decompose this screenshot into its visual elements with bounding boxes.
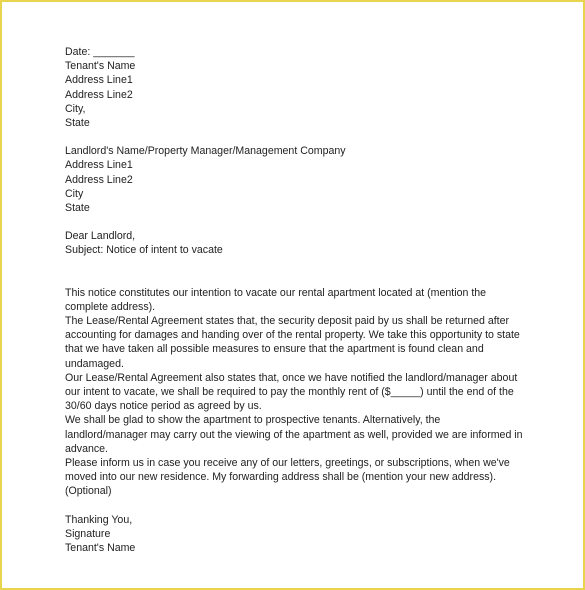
paragraph-intent: This notice constitutes our intention to vacate our rental apartment located at (mention the complete address). — [65, 286, 487, 313]
landlord-state: State — [65, 202, 90, 215]
tenant-state: State — [65, 117, 90, 130]
landlord-city: City — [65, 187, 84, 200]
landlord-block — [65, 144, 525, 215]
landlord-name: Landlord's Name/Property Manager/Management Company — [65, 145, 346, 158]
closing-tenant-name: Tenant's Name — [65, 542, 136, 555]
paragraph-forwarding: Please inform us in case you receive any of our letters, greetings, or subscriptions, when we've moved into our new residence. My forwarding address shall be (mention your new address). (Optional) — [65, 457, 510, 498]
landlord-address-line2: Address Line2 — [65, 173, 133, 186]
subject-line: Subject: Notice of intent to vacate — [65, 244, 223, 257]
greeting: Dear Landlord, — [65, 230, 136, 243]
closing-thanks: Thanking You, — [65, 513, 133, 526]
signature-line: Signature — [65, 527, 111, 540]
tenant-address-line1: Address Line1 — [65, 74, 133, 87]
date-line: Date: _______ — [65, 46, 135, 58]
tenant-block — [65, 45, 525, 130]
body-block — [65, 286, 525, 499]
landlord-address-line1: Address Line1 — [65, 159, 133, 172]
tenant-name: Tenant's Name — [65, 60, 136, 73]
paragraph-showing: We shall be glad to show the apartment to prospective tenants. Alternatively, the landlord/manager may carry out the viewing of the apartment as well, provided we are informed in advance. — [65, 414, 523, 455]
letter-body — [65, 45, 525, 555]
tenant-address-line2: Address Line2 — [65, 88, 133, 101]
salutation-block — [65, 229, 525, 257]
paragraph-rent: Our Lease/Rental Agreement also states that, once we have notified the landlord/manager about our intent to vacate, we shall be required to pay the monthly rent of ($_____) until the end of the 30/60 days notice period as agreed by us. — [65, 371, 518, 413]
paragraph-deposit: The Lease/Rental Agreement states that, the security deposit paid by us shall be returned after accounting for damages and handing over of the rental property. We take this opportunity to state that we have taken all possible measures to ensure that the apartment is found clean and undamaged. — [65, 315, 520, 370]
closing-block — [65, 513, 525, 556]
tenant-city: City, — [65, 102, 86, 115]
